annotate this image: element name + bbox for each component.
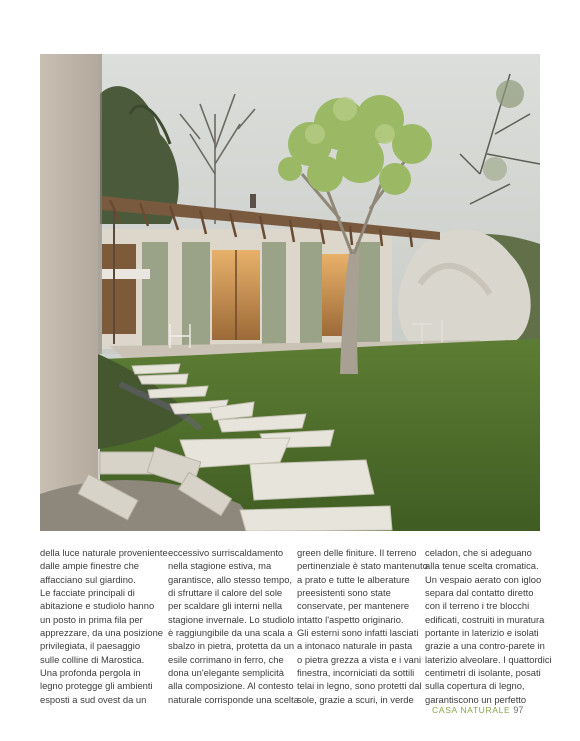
text-line: a prato e tutte le alberature (297, 573, 410, 585)
text-line: centimetri di isolante, posati (425, 667, 541, 679)
text-line: Le facciate principali di (40, 587, 135, 599)
text-line: legno protegge gli ambienti (40, 680, 153, 692)
text-line: sulle colline di Marostica. (40, 653, 145, 665)
text-line: con il terreno i tre blocchi (425, 600, 530, 612)
text-line: a intonaco naturale in pasta (297, 640, 413, 652)
text-line: nella stagione estiva, ma (168, 560, 272, 572)
photo-illustration (40, 54, 540, 531)
house-garden-photo (40, 54, 540, 531)
text-line: privilegiata, il paesaggio (40, 640, 141, 652)
text-line: alla tenue scelta cromatica. (425, 560, 539, 572)
text-line: un posto in prima fila per (40, 613, 143, 625)
text-line: stagione invernale. Lo studiolo (168, 613, 295, 625)
text-line: per scaldare gli interni nella (168, 600, 283, 612)
text-line: Un vespaio aerato con igloo (425, 573, 542, 585)
text-line: eccessivo surriscaldamento (168, 547, 284, 558)
text-line: alla composizione. Al contesto (168, 680, 294, 692)
text-line: di sfruttare il calore del sole (168, 587, 283, 599)
text-line: sole, grazie a scuri, in verde (297, 693, 414, 705)
text-line: esposti a sud ovest da un (40, 693, 147, 705)
text-line: affacciano sul giardino. (40, 573, 136, 585)
text-line: green delle finiture. Il terreno (297, 547, 417, 558)
text-line: celadon, che si adeguano (425, 547, 532, 558)
text-line: separa dal contatto diretto (425, 587, 534, 599)
text-line: edificati, costruiti in muratura (425, 613, 545, 625)
text-line: esile corrimano in ferro, che (168, 653, 284, 665)
text-line: Gli esterni sono infatti lasciati (297, 627, 419, 639)
text-line: preesistenti sono state (297, 587, 391, 599)
text-line: della luce naturale proveniente (40, 547, 168, 558)
text-line: garantiscono un perfetto (425, 693, 527, 705)
stucco-wall (40, 54, 98, 514)
text-line: portante in laterizio e isolati (425, 627, 539, 639)
text-line: laterizio alveolare. I quattordici (425, 653, 552, 665)
shutter (142, 242, 168, 346)
text-line: grazie a una contro-parete in (425, 640, 545, 652)
shutter (300, 242, 322, 346)
text-line: naturale corrisponde una scelta (168, 693, 299, 705)
text-line: intatto l'aspetto originario. (297, 613, 404, 625)
shutter (262, 242, 286, 346)
text-line: o pietra grezza a vista e i vani (297, 653, 422, 665)
text-line: Una profonda pergola in (40, 667, 141, 679)
balcony-slab (100, 269, 150, 279)
page-number: 97 (513, 705, 524, 715)
text-line: finestra, incorniciati da sottili (297, 667, 415, 679)
magazine-name: CASA NATURALE (432, 705, 511, 715)
text-line: è raggiungibile da una scala a (168, 627, 293, 639)
text-line: conservate, per mantenere (297, 600, 410, 612)
text-line: sbalzo in pietra, protetta da un (168, 640, 295, 652)
text-column-3 (297, 546, 428, 706)
foliage-patch (483, 157, 507, 181)
text-line: abitazione e studiolo hanno (40, 600, 155, 612)
text-line: apprezzare, da una posizione (40, 627, 164, 639)
foliage-patch (496, 80, 524, 108)
shutter (182, 242, 210, 346)
window-left (102, 244, 136, 334)
text-column-4 (425, 546, 552, 706)
chimney (250, 194, 256, 208)
text-line: pertinenziale è stato mantenuto (297, 560, 428, 572)
shutter (356, 242, 380, 346)
text-column-1 (40, 546, 168, 706)
text-line: garantisce, allo stesso tempo, (168, 573, 293, 585)
text-line: dona un'elegante semplicità (168, 667, 284, 679)
page-folio (432, 705, 523, 715)
text-line: sulla copertura di legno, (425, 680, 525, 692)
text-column-2 (168, 546, 299, 706)
text-line: dalle ampie finestre che (40, 560, 140, 572)
text-line: telai in legno, sono protetti dal (297, 680, 422, 692)
